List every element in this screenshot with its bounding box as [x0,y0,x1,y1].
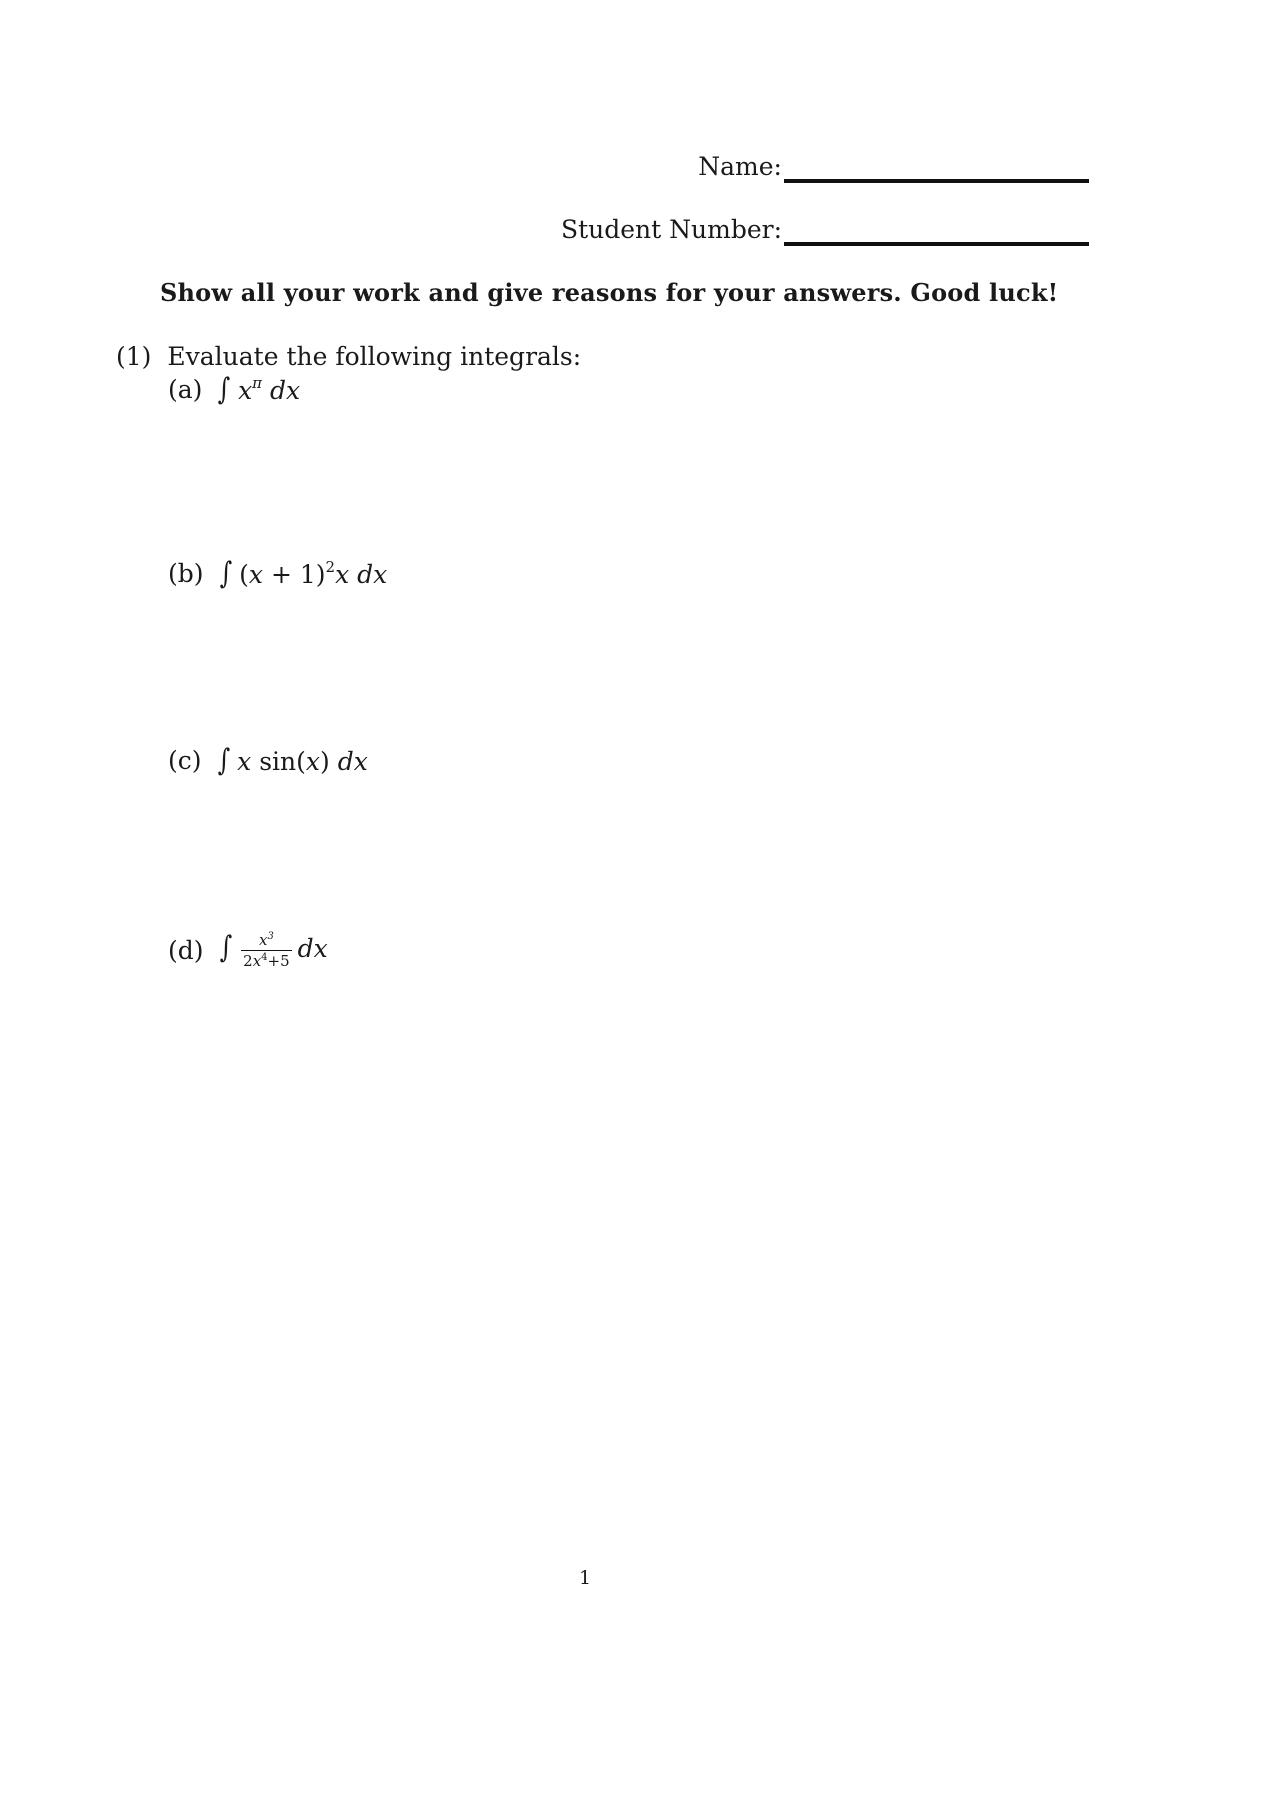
part-label: (d) [168,935,204,965]
question-part-d [168,930,328,970]
integral-expression: ∫ x sin(x) dx [217,743,368,778]
integral-expression: ∫ $(x + 1)^2x$ dx [219,556,388,591]
fraction: $\frac{x^3}{2x^4+5}$ [243,931,290,970]
integral-expression: ∫ $\frac{x^3}{2x^4+5}$ dx [219,930,328,970]
instruction-text: Show all your work and give reasons for your answers. Good luck! [160,278,1059,307]
name-label: Name: [698,152,782,181]
question-part-c [168,743,368,778]
integral-expression: ∫ $x^\pi$ dx [217,372,301,407]
student-number-label: Student Number: [560,215,782,244]
page-number: 1 [578,1567,592,1589]
name-field [698,154,1089,179]
question-number: (1) [116,342,152,371]
question-part-a [168,372,300,407]
question-1 [116,342,581,371]
part-label: (c) [168,746,202,775]
name-blank-line [784,179,1089,183]
question-part-b [168,556,387,591]
part-label: (a) [168,375,203,404]
student-number-blank-line [784,242,1089,246]
student-number-field [561,217,1089,242]
question-prompt: Evaluate the following integrals: [167,342,582,371]
part-label: (b) [168,559,204,588]
